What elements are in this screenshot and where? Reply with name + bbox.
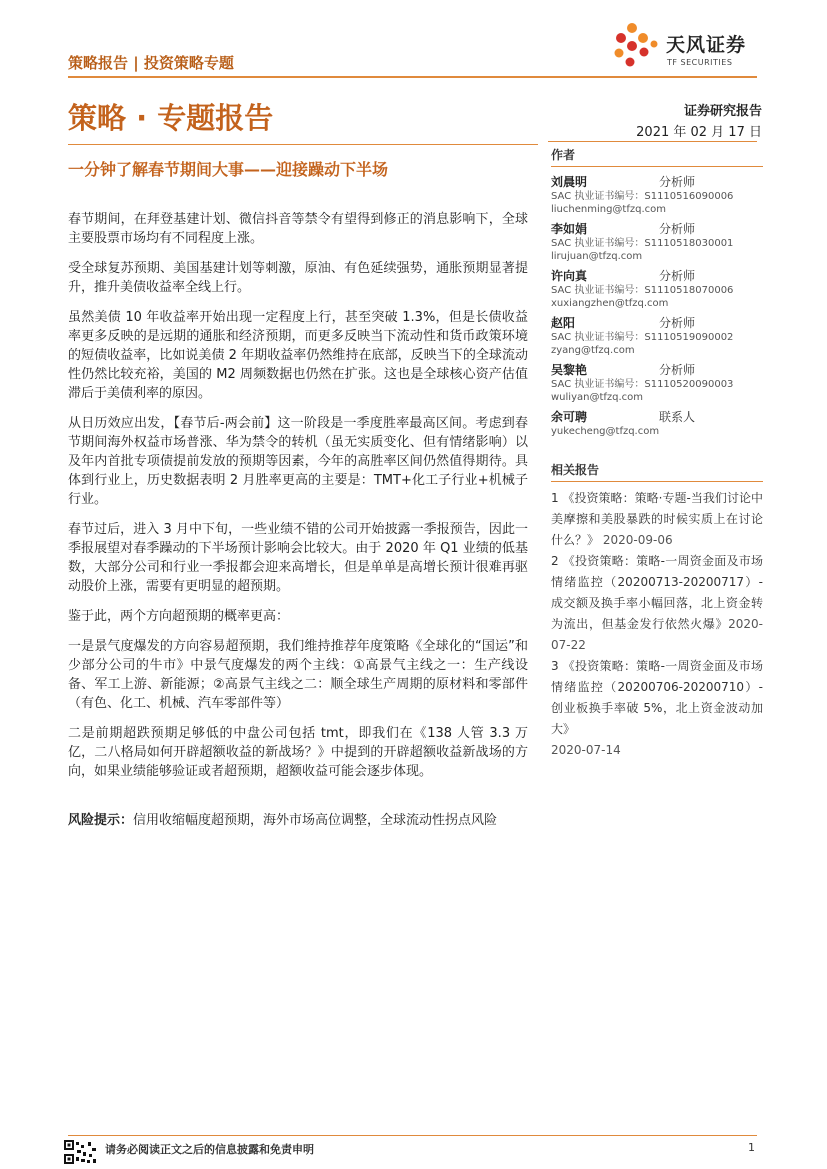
risk-warning	[68, 811, 528, 830]
author-email[interactable]: liuchenming@tfzq.com	[551, 204, 666, 215]
author-name: 李如娟	[551, 222, 588, 236]
author-role: 分析师	[659, 363, 696, 377]
risk-text: 信用收缩幅度超预期，海外市场高位调整，全球流动性拐点风险	[133, 813, 498, 828]
logo-text-cn: 天风证券	[666, 34, 747, 56]
author-sac: SAC 执业证书编号：S1110519090002	[551, 332, 734, 343]
body-paragraph: 春节期间，在拜登基建计划、微信抖音等禁令有望得到修正的消息影响下，全球主要股票市场均有不同程度上涨。	[68, 212, 528, 246]
body-paragraph: 虽然美债 10 年收益率开始出现一定程度上行，甚至突破 1.3%，但是长债收益率更多反映的是远期的通胀和经济预期，而更多反映当下流动性和货币政策环境的短债收益率，比如说美债 2 年期收益率仍然维持在底部，反映当下的全球流动性仍然比较充裕，美国的 M2 周频数据也仍然在扩张。这也是全球核心资产估值滞后于美债利率的原因。	[68, 310, 528, 401]
page-number: 1	[748, 1141, 755, 1154]
author-email[interactable]: yukecheng@tfzq.com	[551, 426, 660, 437]
report-main-title: 策略 · 专题报告	[68, 101, 274, 135]
author-entry	[551, 408, 763, 438]
qr-code-icon	[64, 1140, 98, 1164]
body-paragraph: 鉴于此，两个方向超预期的概率更高：	[68, 609, 290, 624]
related-report-item[interactable]	[551, 656, 763, 761]
author-role: 分析师	[659, 269, 696, 283]
header-category: 策略报告 | 投资策略专题	[68, 54, 234, 72]
author-name: 吴黎艳	[551, 363, 588, 377]
author-name: 赵阳	[551, 316, 576, 330]
authors-heading: 作者	[551, 143, 763, 167]
author-sac: SAC 执业证书编号：S1110516090006	[551, 191, 734, 202]
company-logo	[610, 20, 760, 72]
related-report-title: 2 《投资策略：策略-一周资金面及市场情绪监控（20200713-20200717）-成交额及换手率小幅回落，北上资金转为流出，但基金发行依然火爆》	[551, 554, 763, 631]
author-email[interactable]: lirujuan@tfzq.com	[551, 251, 643, 262]
risk-label: 风险提示：	[68, 813, 134, 828]
body-paragraph: 一是景气度爆发的方向容易超预期，我们维持推荐年度策略《全球化的“国运”和少部分公司的牛市》中景气度爆发的两个主线：①高景气主线之一：生产线设备、军工上游、新能源；②高景气主线之二：顺全球生产周期的原材料和零部件（有色、化工、机械、汽车零部件等）	[68, 639, 528, 711]
author-name: 刘晨明	[551, 175, 588, 189]
author-email[interactable]: zyang@tfzq.com	[551, 345, 635, 356]
report-date: 2021 年 02 月 17 日	[636, 125, 762, 140]
author-entry	[551, 267, 763, 310]
related-report-title: 1 《投资策略：策略·专题-当我们讨论中美摩擦和美股暴跌的时候实质上在讨论什么？》	[551, 491, 763, 547]
sidebar	[551, 143, 763, 761]
author-role: 分析师	[659, 316, 696, 330]
author-email[interactable]: xuxiangzhen@tfzq.com	[551, 298, 669, 309]
author-role: 联系人	[659, 410, 696, 424]
author-sac: SAC 执业证书编号：S1110520090003	[551, 379, 734, 390]
logo-mark-icon	[610, 20, 662, 72]
author-role: 分析师	[659, 175, 696, 189]
author-role: 分析师	[659, 222, 696, 236]
body-paragraph: 从日历效应出发，【春节后-两会前】这一阶段是一季度胜率最高区间。考虑到春节期间海外权益市场普涨、华为禁令的转机（虽无实质变化、但有情绪影响）以及年内首批专项债提前发放的预期等因素，今年的高胜率区间仍然值得期待。具体到行业上，历史数据表明 2 月胜率更高的主要是：TMT+化工子行业+机械子行业。	[68, 416, 528, 507]
author-name: 许向真	[551, 269, 588, 283]
author-sac: SAC 执业证书编号：S1110518070006	[551, 285, 734, 296]
header-rule	[68, 76, 757, 78]
related-report-date: 2020-09-06	[602, 533, 673, 547]
author-entry	[551, 220, 763, 263]
related-report-item[interactable]	[551, 551, 763, 656]
related-reports	[551, 458, 763, 761]
author-entry	[551, 173, 763, 216]
related-report-date: 2020-07-14	[551, 743, 621, 757]
author-sac: SAC 执业证书编号：S1110518030001	[551, 238, 734, 249]
report-body	[68, 210, 528, 841]
report-subtitle: 一分钟了解春节期间大事——迎接躁动下半场	[68, 160, 389, 179]
related-heading: 相关报告	[551, 458, 763, 482]
related-report-item[interactable]	[551, 488, 763, 551]
author-entry	[551, 314, 763, 357]
author-name: 余可聘	[551, 410, 588, 424]
body-paragraph: 春节过后，进入 3 月中下旬，一些业绩不错的公司开始披露一季报预告，因此一季报展望对春季躁动的下半场预计影响会比较大。由于 2020 年 Q1 业绩的低基数，大部分公司和行业一季报都会迎来高增长，但是单单是高增长预计很难再驱动股价上涨，需要有更明显的超预期。	[68, 522, 528, 594]
footer-rule	[68, 1135, 757, 1136]
body-paragraph: 二是前期超跌预期足够低的中盘公司包括 tmt，即我们在《138 人管 3.3 万亿，二八格局如何开辟超额收益的新战场？》中提到的开辟超额收益新战场的方向，如果业绩能够验证或者超预期，超额收益可能会逐步体现。	[68, 726, 528, 779]
author-email[interactable]: wuliyan@tfzq.com	[551, 392, 644, 403]
logo-text-en: TF SECURITIES	[667, 58, 733, 67]
footer-disclaimer: 请务必阅读正文之后的信息披露和免责申明	[105, 1143, 314, 1156]
sidebar-top-rule	[548, 141, 757, 142]
related-report-title: 3 《投资策略：策略-一周资金面及市场情绪监控（20200706-20200710）-创业板换手率破 5%，北上资金波动加大》	[551, 659, 763, 736]
body-paragraph: 受全球复苏预期、美国基建计划等刺激，原油、有色延续强势，通胀预期显著提升，推升美债收益率全线上行。	[68, 261, 528, 295]
related-report-date: 2020-07-22	[551, 617, 763, 652]
report-type-label: 证券研究报告	[683, 104, 762, 119]
title-rule	[68, 144, 538, 145]
author-entry	[551, 361, 763, 404]
